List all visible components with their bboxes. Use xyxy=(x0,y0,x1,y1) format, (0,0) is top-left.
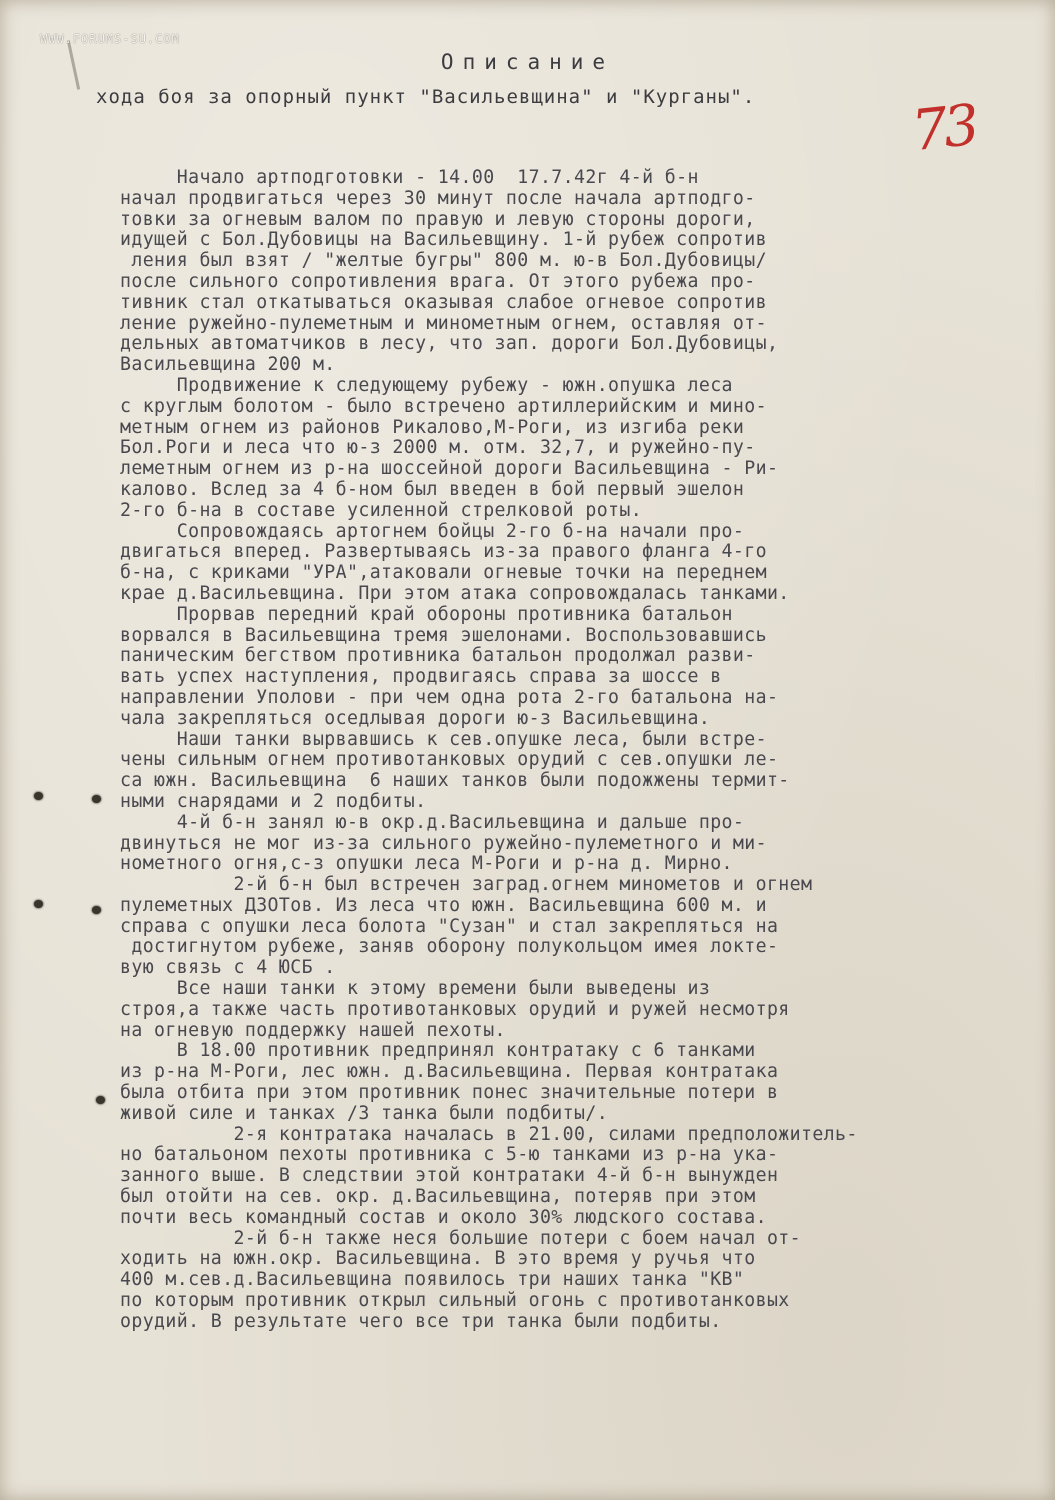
body-line: б-на, с криками "УРА",атаковали огневые точки на переднем xyxy=(120,562,767,584)
body-line: Прорвав передний край обороны противника батальон xyxy=(120,603,733,625)
body-line: Васильевщина 200 м. xyxy=(120,354,336,376)
body-line: Наши танки вырвавшись к сев.опушке леса, были встре- xyxy=(120,728,767,750)
body-line: Бол.Роги и леса что ю-з 2000 м. отм. 32,7, и ружейно-пу- xyxy=(120,437,756,459)
body-line: была отбита при этом противник понес значительные потери в xyxy=(120,1082,779,1104)
body-line: В 18.00 противник предпринял контратаку с 6 танками xyxy=(120,1040,756,1062)
binding-hole xyxy=(96,1096,105,1104)
document-subtitle: хода боя за опорный пункт "Васильевщина" и "Курганы". xyxy=(96,86,756,108)
body-line: ления был взят / "желтые бугры" 800 м. ю-в Бол.Дубовицы/ xyxy=(120,250,767,272)
body-line: 2-го б-на в составе усиленной стрелковой роты. xyxy=(120,499,643,521)
body-line: 2-я контратака началась в 21.00, силами предположитель- xyxy=(120,1123,858,1145)
body-line: после сильного сопротивления врага. От этого рубежа про- xyxy=(120,270,756,292)
body-line: живой силе и танках /3 танка были подбиты/. xyxy=(120,1102,609,1124)
body-line: Сопровождаясь артогнем бойцы 2-го б-на начали про- xyxy=(120,520,745,542)
body-line: калово. Вслед за 4 б-ном был введен в бой первый эшелон xyxy=(120,478,745,500)
body-line: чала закрепляться оседлывая дороги ю-з Васильевщина. xyxy=(120,707,711,729)
body-line: ление ружейно-пулеметным и минометным огнем, оставляя от- xyxy=(120,312,767,334)
body-line: идущей с Бол.Дубовицы на Васильевщину. 1-й рубеж сопротив xyxy=(120,229,767,251)
binding-hole xyxy=(34,900,43,908)
body-line: паническим бегством противника батальон продолжал разви- xyxy=(120,645,756,667)
document-body xyxy=(120,168,990,1333)
binding-hole xyxy=(92,795,101,803)
body-line: орудий. В результате чего все три танка были подбиты. xyxy=(120,1310,722,1332)
body-line: на огневую поддержку нашей пехоты. xyxy=(120,1019,506,1041)
binding-hole xyxy=(34,792,43,800)
body-line: Начало артподготовки - 14.00 17.7.42г 4-й б-н xyxy=(120,167,699,188)
body-line: 2-й б-н также неся большие потери с боем начал от- xyxy=(120,1227,801,1249)
body-line: двигаться вперед. Развертываясь из-за правого фланга 4-го xyxy=(120,541,767,563)
body-line: двинуться не мог из-за сильного ружейно-пулеметного и ми- xyxy=(120,832,767,854)
body-line: занного выше. В следствии этой контратаки 4-й б-н вынужден xyxy=(120,1165,779,1187)
body-line: метным огнем из районов Рикалово,М-Роги, из изгиба реки xyxy=(120,416,745,438)
binding-hole xyxy=(92,906,101,914)
body-line: ворвался в Васильевщина тремя эшелонами. Воспользовавшись xyxy=(120,624,767,646)
body-line: 4-й б-н занял ю-в окр.д.Васильевщина и дальше про- xyxy=(120,811,745,833)
body-line: пулеметных ДЗОТов. Из леса что южн. Васильевщина 600 м. и xyxy=(120,894,767,916)
body-line: достигнутом рубеже, заняв оборону полукольцом имея локте- xyxy=(120,936,779,958)
body-line: начал продвигаться через 30 минут после начала артподго- xyxy=(120,187,756,209)
body-line: леметным огнем из р-на шоссейной дороги Васильевщина - Ри- xyxy=(120,458,779,480)
body-line: нометного огня,с-з опушки леса М-Роги и р-на д. Мирно. xyxy=(120,853,733,875)
body-line: по которым противник открыл сильный огонь с противотанковых xyxy=(120,1290,790,1312)
body-line: ходить на южн.окр. Васильевщина. В это время у ручья что xyxy=(120,1248,756,1270)
body-line: был отойти на сев. окр. д.Васильевщина, потеряв при этом xyxy=(120,1186,756,1208)
body-line: товки за огневым валом по правую и левую стороны дороги, xyxy=(120,208,756,230)
body-line: направлении Уполови - при чем одна рота 2-го батальона на- xyxy=(120,686,779,708)
body-line: Продвижение к следующему рубежу - южн.опушка леса xyxy=(120,374,733,396)
body-line: но батальоном пехоты противника с 5-ю танками из р-на ука- xyxy=(120,1144,779,1166)
body-line: са южн. Васильевщина 6 наших танков были подожжены термит- xyxy=(120,770,790,792)
body-line: вать успех наступления, продвигаясь справа за шоссе в xyxy=(120,666,722,688)
body-line: строя,а также часть противотанковых орудий и ружей несмотря xyxy=(120,998,790,1020)
handwritten-page-number: 73 xyxy=(908,92,979,165)
body-line: чены сильным огнем противотанковых орудий с сев.опушки ле- xyxy=(120,749,779,771)
body-line: дельных автоматчиков в лесу, что зап. дороги Бол.Дубовицы, xyxy=(120,333,779,355)
body-line: крае д.Васильевщина. При этом атака сопровождалась танками. xyxy=(120,582,790,604)
body-line: вую связь с 4 ЮСБ . xyxy=(120,957,336,979)
body-line: с круглым болотом - было встречено артиллерийским и мино- xyxy=(120,395,767,417)
body-line: Все наши танки к этому времени были выведены из xyxy=(120,978,711,1000)
watermark: WWW.FORUMS-SU.COM xyxy=(40,32,180,46)
body-line: справа с опушки леса болота "Сузан" и стал закрепляться на xyxy=(120,915,779,937)
body-line: 2-й б-н был встречен заград.огнем минометов и огнем xyxy=(120,874,813,896)
body-line: из р-на М-Роги, лес южн. д.Васильевщина. Первая контратака xyxy=(120,1061,779,1083)
body-line: 400 м.сев.д.Васильевщина появилось три наших танка "КВ" xyxy=(120,1269,745,1291)
body-line: тивник стал откатываться оказывая слабое огневое сопротив xyxy=(120,291,767,313)
document-title: Описание xyxy=(440,50,615,74)
body-line: ными снарядами и 2 подбиты. xyxy=(120,790,427,812)
body-line: почти весь командный состав и около 30% людского состава. xyxy=(120,1206,767,1228)
